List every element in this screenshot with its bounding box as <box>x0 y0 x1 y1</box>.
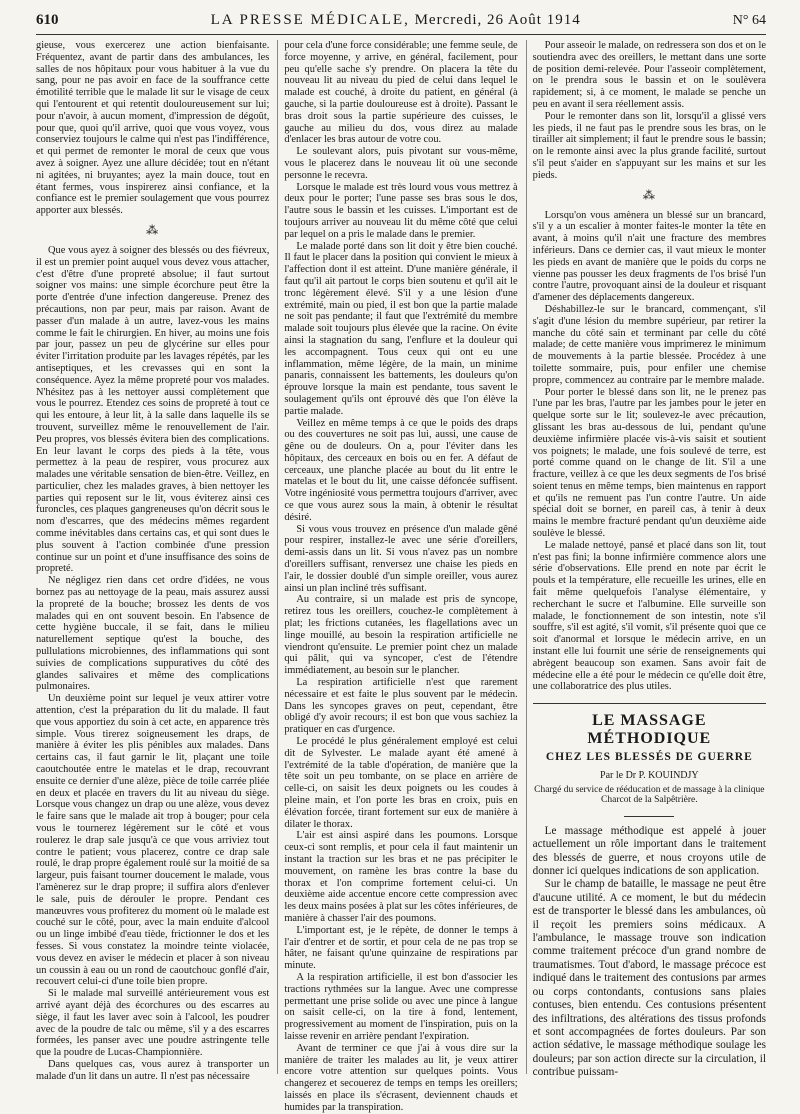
article-subtitle: CHEZ LES BLESSÉS DE GUERRE <box>545 751 753 764</box>
issue-number: N° 64 <box>732 13 766 28</box>
article-author: Par le Dr P. KOUINDJY <box>600 770 699 782</box>
paragraph: Le procédé le plus généralement employé est celui dit de Sylvester. Le malade ayant été amené à l'extrémité de la table d'opération, de manière que la tête soit un peu tombante, on se place en arrière de celle-ci, on saisit les deux poignets ou les coudes à pleine main, et l'on porte les bras en croix, puis en élévation forcée, tirant fortement sur eux de manière à dilater le thorax. <box>284 736 518 830</box>
paragraph: Le malade porté dans son lit doit y être bien couché. Il faut le placer dans la position qui convient le mieux à l'affection dont il est atteint. D'une manière générale, il faut qu'il ait partout le corps bien soutenu et qu'il ait le tronc légèrement élevé. S'il y a une lésion d'une extrémité, main ou pied, il est bon que la partie malade ne soit pas pendante; il faut que l'extrémité du membre malade soit toujours plus élevée que la racine. On évite ainsi la stagnation du sang, l'enflure et la douleur qui les accompagnent. Tous ceux qui ont eu une inflammation, même légère, de la main, un minime panaris, connaissent les battements, les douleurs qu'on éprouve lorsque la main est pendante, tous savent le soulagement qu'ils ont éprouvé dès que l'on élève la partie malade. <box>284 240 518 417</box>
paragraph: Au contraire, si un malade est pris de syncope, retirez tous les oreillers, couchez-le complètement à plat; les frictions cutanées, les flagellations avec un linge mouillé, au besoin la respiration artificielle ne viendront qu'ensuite. Le premier point chez un malade qui pâlit, qui va syncoper, c'est de l'étendre immédiatement, au besoin sur le plancher. <box>284 594 518 677</box>
column-2 <box>277 40 518 1113</box>
paragraph: Dans quelques cas, vous aurez à transporter un malade d'un lit dans un autre. Il n'est pas nécessaire <box>36 1058 270 1082</box>
issue-date: Mercredi, 26 Août 1914 <box>414 12 581 28</box>
column-1 <box>36 40 270 1082</box>
paragraph: Sur le champ de bataille, le massage ne peut être d'aucune utilité. A ce moment, le but du médecin est de transporter le blessé dans les ambulances, où il reçoit les premiers soins médicaux. A l'ambulance, le massage trouve son indication comme traitement précoce d'un grand nombre de traumatismes. Tout d'abord, le massage précoce est indiqué dans le traitement des contusions par armes ou corps contondants, contusions sans plaies contuses, bien entendu. Ces contusions présentent des infiltrations, des altérations des tissus profonds et sont accompagnées de fortes douleurs. Par son action sédative, le massage méthodique soulage les douleurs; par son action directe sur la circulation, il contribue puissam- <box>532 878 766 1079</box>
paragraph: A la respiration artificielle, il est bon d'associer les tractions rythmées sur la langue. Avec une compresse permettant une prise solide ou avec une pince à langue on saisit celle-ci, on la tire à fond, lentement, progressivement au moment de l'inspiration, puis on la laisse revenir en arrière pendant l'expiration. <box>284 971 518 1042</box>
paragraph: Le soulevant alors, puis pivotant sur vous-même, vous le placerez dans le nouveau lit où une seconde personne le recevra. <box>284 146 518 181</box>
paragraph: Que vous ayez à soigner des blessés ou des fiévreux, il est un premier point auquel vous devez vous attacher, c'est d'être d'une propreté absolue; il faut surtout soigner vos mains: une simple écorchure peut être la porte d'entrée d'une infection dangereuse. Prenez des précautions, non par peur, mais par raison. Avant de passer d'un malade à un autre, lavez-vous les mains comme le fait le chirurgien. En hiver, au moins une fois par jour, passez un peu de glycérine sur elles pour éviter l'irritation produite par les lavages répétés, par les antiseptiques, et les crevasses qui en sont la conséquence. Ayez la même propreté pour vos malades. N'hésitez pas à les nettoyer aussi complètement que vous le pourrez. Etendez ces soins de propreté à tout ce qui les entoure, à leur lit, à la salle dans laquelle ils se trouvent, surveillez même le renouvellement de l'air. Peu propres, vos blessés évitera bien des complications. En leur lavant le corps des pieds à la tête, vous permettez à la peau de respirer, vous procurez aux malades une véritable sensation de bien-être. Veillez, en particulier, chez les malades graves, à bien nettoyer les parties qui reposent sur le lit, vous éviterez ainsi ces furoncles, ces plaques gangreneuses qu'on décrit sous le nom d'escarres, que des médecins mêmes regardent comme inévitables dans certains cas, et qui sont dues le plus souvent à l'action combinée d'une pression continue sur un point et d'une insuffisance des soins de propreté. <box>36 244 270 575</box>
paragraph: pour cela d'une force considérable; une femme seule, de force moyenne, y arrive, en général, facilement, pour peu qu'elle sache s'y prendre. On placera la tête du nouveau lit au niveau du pied de celui dans lequel le malade est couché, à droite du patient, en général (à gauche, si la partie douloureuse est à droite). Passant le bras droit sous la partie supérieure des cuisses, le gauche au milieu du dos, vous direz au malade d'enlacer les bras autour de votre cou. <box>284 40 518 146</box>
paragraph: Le malade nettoyé, pansé et placé dans son lit, tout n'est pas fini; la bonne infirmière commence alors une série d'observations. Elle prend en note par écrit le pouls et la température, elle recueille les urines, elle en fait même quelquefois l'analyse élémentaire, y recherchant le sucre et l'albumine. Elle surveille son malade, le fonctionnement de son intestin, note s'il souffre, s'il est agité, s'il vomit, s'il présente quoi que ce soit d'anormal et lorsque le médecin arrive, en un instant elle lui fournit une série de renseignements qui abrègent beaucoup son examen. Sans avoir fait de médecine elle a été pour le médecin ce qu'elle doit être, une collaboratrice des plus utiles. <box>532 539 766 693</box>
paragraph: Déshabillez-le sur le brancard, commençant, s'il s'agit d'une lésion du membre supérieur, par retirer la manche du côté sain et terminant par celle du côté malade; de cette manière vous imprimerez le minimum de mouvements à la partie blessée. Procédez à une toilette sommaire, puis, pour enfiler une chemise propre, commencez au contraire par le membre malade. <box>532 303 766 386</box>
paragraph: L'important est, je le répète, de donner le temps à l'air d'entrer et de sortir, et pour cela de ne pas trop se hâter, ne faisant qu'une quinzaine de respirations par minute. <box>284 924 518 972</box>
paragraph: Si vous vous trouvez en présence d'un malade gêné pour respirer, installez-le avec une série d'oreillers, demi-assis dans un lit. Si vous n'avez pas un nombre d'oreillers suffisant, renversez une chaise les pieds en l'air, le dossier doublé d'un simple oreiller, vous aurez ainsi un plan incliné très suffisant. <box>284 523 518 594</box>
publication-name: LA PRESSE MÉDICALE, <box>210 12 410 28</box>
column-3 <box>526 40 766 1079</box>
paragraph: Veillez en même temps à ce que le poids des draps ou des couvertures ne soit pas lui, aussi, une cause de gêne ou de douleurs. On a, pour l'éviter dans les hôpitaux, des cerceaux en bois ou en fer. A défaut de cerceaux, une planche placée au bout du lit entre le matelas et le bout du lit, une caisse défoncée suffisent. Votre ingéniosité vous permettra toujours d'arriver, avec ce que vous aurez sous la main, à obtenir le résultat désiré. <box>284 417 518 523</box>
paragraph: Pour asseoir le malade, on redressera son dos et on le soutiendra avec des oreillers, le mettant dans une sorte de position demi-relevée. Pour l'asseoir complètement, on le prendra sous le bassin et on le soulèvera rapidement; si, à ce moment, le malade se penche un peu en avant il sera réellement assis. <box>532 40 766 110</box>
section-separator: ⁂ <box>146 222 160 237</box>
short-divider <box>624 816 674 817</box>
paragraph: Le massage méthodique est appelé à jouer actuellement un rôle important dans le traitement des blessés de guerre, et nous croyons utile de donner ici quelques indications de son application. <box>532 824 766 878</box>
paragraph: Lorsqu'on vous amènera un blessé sur un brancard, s'il y a un escalier à monter faites-le monter la tête en avant, à moins qu'il n'ait une fracture des membres inférieurs. Dans ce dernier cas, il vaut mieux le monter les pieds en avant de manière que le poids du corps ne vienne pas pousser les deux fragments de l'os brisé l'un contre l'autre, provoquant ainsi de la douleur et risquant d'amener des déplacements dangereux. <box>532 209 766 304</box>
page-number: 610 <box>36 12 59 28</box>
paragraph: Lorsque le malade est très lourd vous vous mettrez à deux pour le porter; l'une passe ses bras sous le dos, l'autre sous le bassin et les cuisses. L'important est de toujours arriver au nouveau lit du même côté que celui par lequel on a pris le malade dans le premier. <box>284 181 518 240</box>
paragraph: Ne négligez rien dans cet ordre d'idées, ne vous bornez pas au nettoyage de la peau, mais assurez aussi la propreté de la bouche; brossez les dents de vos malades qui en ont souvent besoin. En l'absence de cette hygiène buccale, il se fait, dans le milieu naturellement septique qu'est la bouche, des pullulations microbiennes, des inflammations qui sont suivies de complications suppuratives du côté des glandes salivaires et même des complications pulmonaires. <box>36 575 270 693</box>
paragraph: L'air est ainsi aspiré dans les poumons. Lorsque ceux-ci sont remplis, et pour cela il faut maintenir un instant la traction sur les bras et ne pas précipiter le mouvement, on ramène les bras contre la base du thorax et l'on comprime fortement celui-ci. Un deuxième aide accentue encore cette compression avec les deux mains posées à plat sur les côtes inférieures, de manière à chasser l'air des poumons. <box>284 830 518 924</box>
paragraph: gieuse, vous exercerez une action bienfaisante. Fréquentez, avant de partir dans des ambulances, les salles de nos hôpitaux pour vous habituer à la vue du sang, pour ne pas avoir en face de la souffrance cette émotilité terrible que le malade lit sur le visage de ceux qui l'entourent et qui retentit douloureusement sur lui; pour n'avoir, à aucun moment, d'impression de dégoût, pour que, quoi qu'il arrive, quoi que vous voyez, vous conserviez toujours le calme qui n'est pas l'indifférence, et qui permet de remonter le moral de ceux que vous avez à soigner. Ayez une allure décidée; tout en n'étant ni agitées, ni bruyantes; ayez la main douce, tout en étant fermes, vous inspirerez ainsi confiance, et la confiance est le premier soulagement que vous pourrez apporter aux blessés. <box>36 40 270 217</box>
paragraph: Si le malade mal surveillé antérieurement vous est arrivé ayant déjà des écorchures ou des escarres au siège, il faut les laver avec soin à l'alcool, les poudrer avec de la poudre de talc ou même, s'il y a des escarres formées, les panser avec une poudre astringente telle que la poudre de Lucas-Championnière. <box>36 988 270 1059</box>
article-title: LE MASSAGE MÉTHODIQUE <box>587 712 712 748</box>
author-affiliation: Chargé du service de rééducation et de massage à la clinique Charcot de la Salpêtrière. <box>534 784 765 806</box>
paragraph: Avant de terminer ce que j'ai à vous dire sur la manière de traiter les malades au lit, je veux attirer encore votre attention sur quelques points. Vous changerez et secouerez de temps en temps les oreillers; laissés en place ils s'écrasent, deviennent chauds et humides par la transpiration. <box>284 1042 518 1113</box>
paragraph: La respiration artificielle n'est que rarement nécessaire et est faite le plus souvent par le médecin. Dans les syncopes graves on peut, cependant, être obligé d'y avoir recours; il est bon que vous sachiez la pratiquer en cas d'urgence. <box>284 677 518 736</box>
page-header <box>36 12 766 35</box>
running-title <box>211 12 581 29</box>
paragraph: Pour le remonter dans son lit, lorsqu'il a glissé vers les pieds, il ne faut pas le prendre sous les bras, on le tirailler ait simplement; il faut le prendre sous le bassin; on le remonte ainsi avec la plus grande facilité, surtout s'il peut s'aider en s'appuyant sur les mains et sur les pieds. <box>532 110 766 181</box>
section-separator: ⁂ <box>642 187 656 202</box>
paragraph: Un deuxième point sur lequel je veux attirer votre attention, c'est la préparation du lit du malade. Il faut que vous apportiez du soin à cet acte, en apparence très simple. Vous tirerez soigneusement les draps, de manière à éviter les plis pénibles aux malades. Dans certains cas, il faut garnir le lit, plaçant une toile caoutchoutée entre le matelas et le drap, recouvrant ensuite ce dernier d'une alèze, pièce de toile carrée pliée en deux et placée en travers du lit au niveau du siège. Lorsque vous changez un drap ou une alèze, vous devez le faire sans que le malade ait trop à bouger; pour cela vous le tournerez légèrement sur le côté et vous roulerez le drap sale jusqu'à ce que vous arriviez tout contre le patient; vous placerez, contre ce drap sale roulé, le drap propre également roulé sur la moitié de sa largeur, puis faisant tourner doucement le malade, vous l'amènerez sur le drap propre; il suffira alors d'enlever le sale, puis de dérouler le propre. Pendant ces manœuvres vous profiterez du moment où le malade est couché sur le côté, pour, avec la main enduite d'alcool ou un linge imbibé d'eau tiède, frictionner le dos et les fesses. Si vous constatez la moindre teinte violacée, vous devez en aviser le médecin et placer à son niveau un coussin à eau ou un rond de caoutchouc gonflé d'air, recouvert celui-ci d'une toile bien propre. <box>36 693 270 988</box>
article-divider <box>533 703 766 704</box>
paragraph: Pour porter le blessé dans son lit, ne le prenez pas l'une par les bras, l'autre par les jambes pour le jeter en quelque sorte sur le lit; soulevez-le avec précaution, glissant les bras au-dessous de lui, pendant qu'une deuxième infirmière placée vis-à-vis saisit et soutient vos poignets; le malade, une fois soulevé de terre, est porté comme quand on le change de lit. S'il a une fracture, veillez à ce que les deux segments de l'os brisé soient tenus en même temps, bien maintenus en rapport et qu'ils ne remuent pas l'un contre l'autre. Un aide spécial doit se borner, en pareil cas, à tenir à deux mains le membre fracturé pendant qu'un deuxième aide soulève le blessé. <box>532 386 766 540</box>
article-columns <box>36 40 766 1113</box>
